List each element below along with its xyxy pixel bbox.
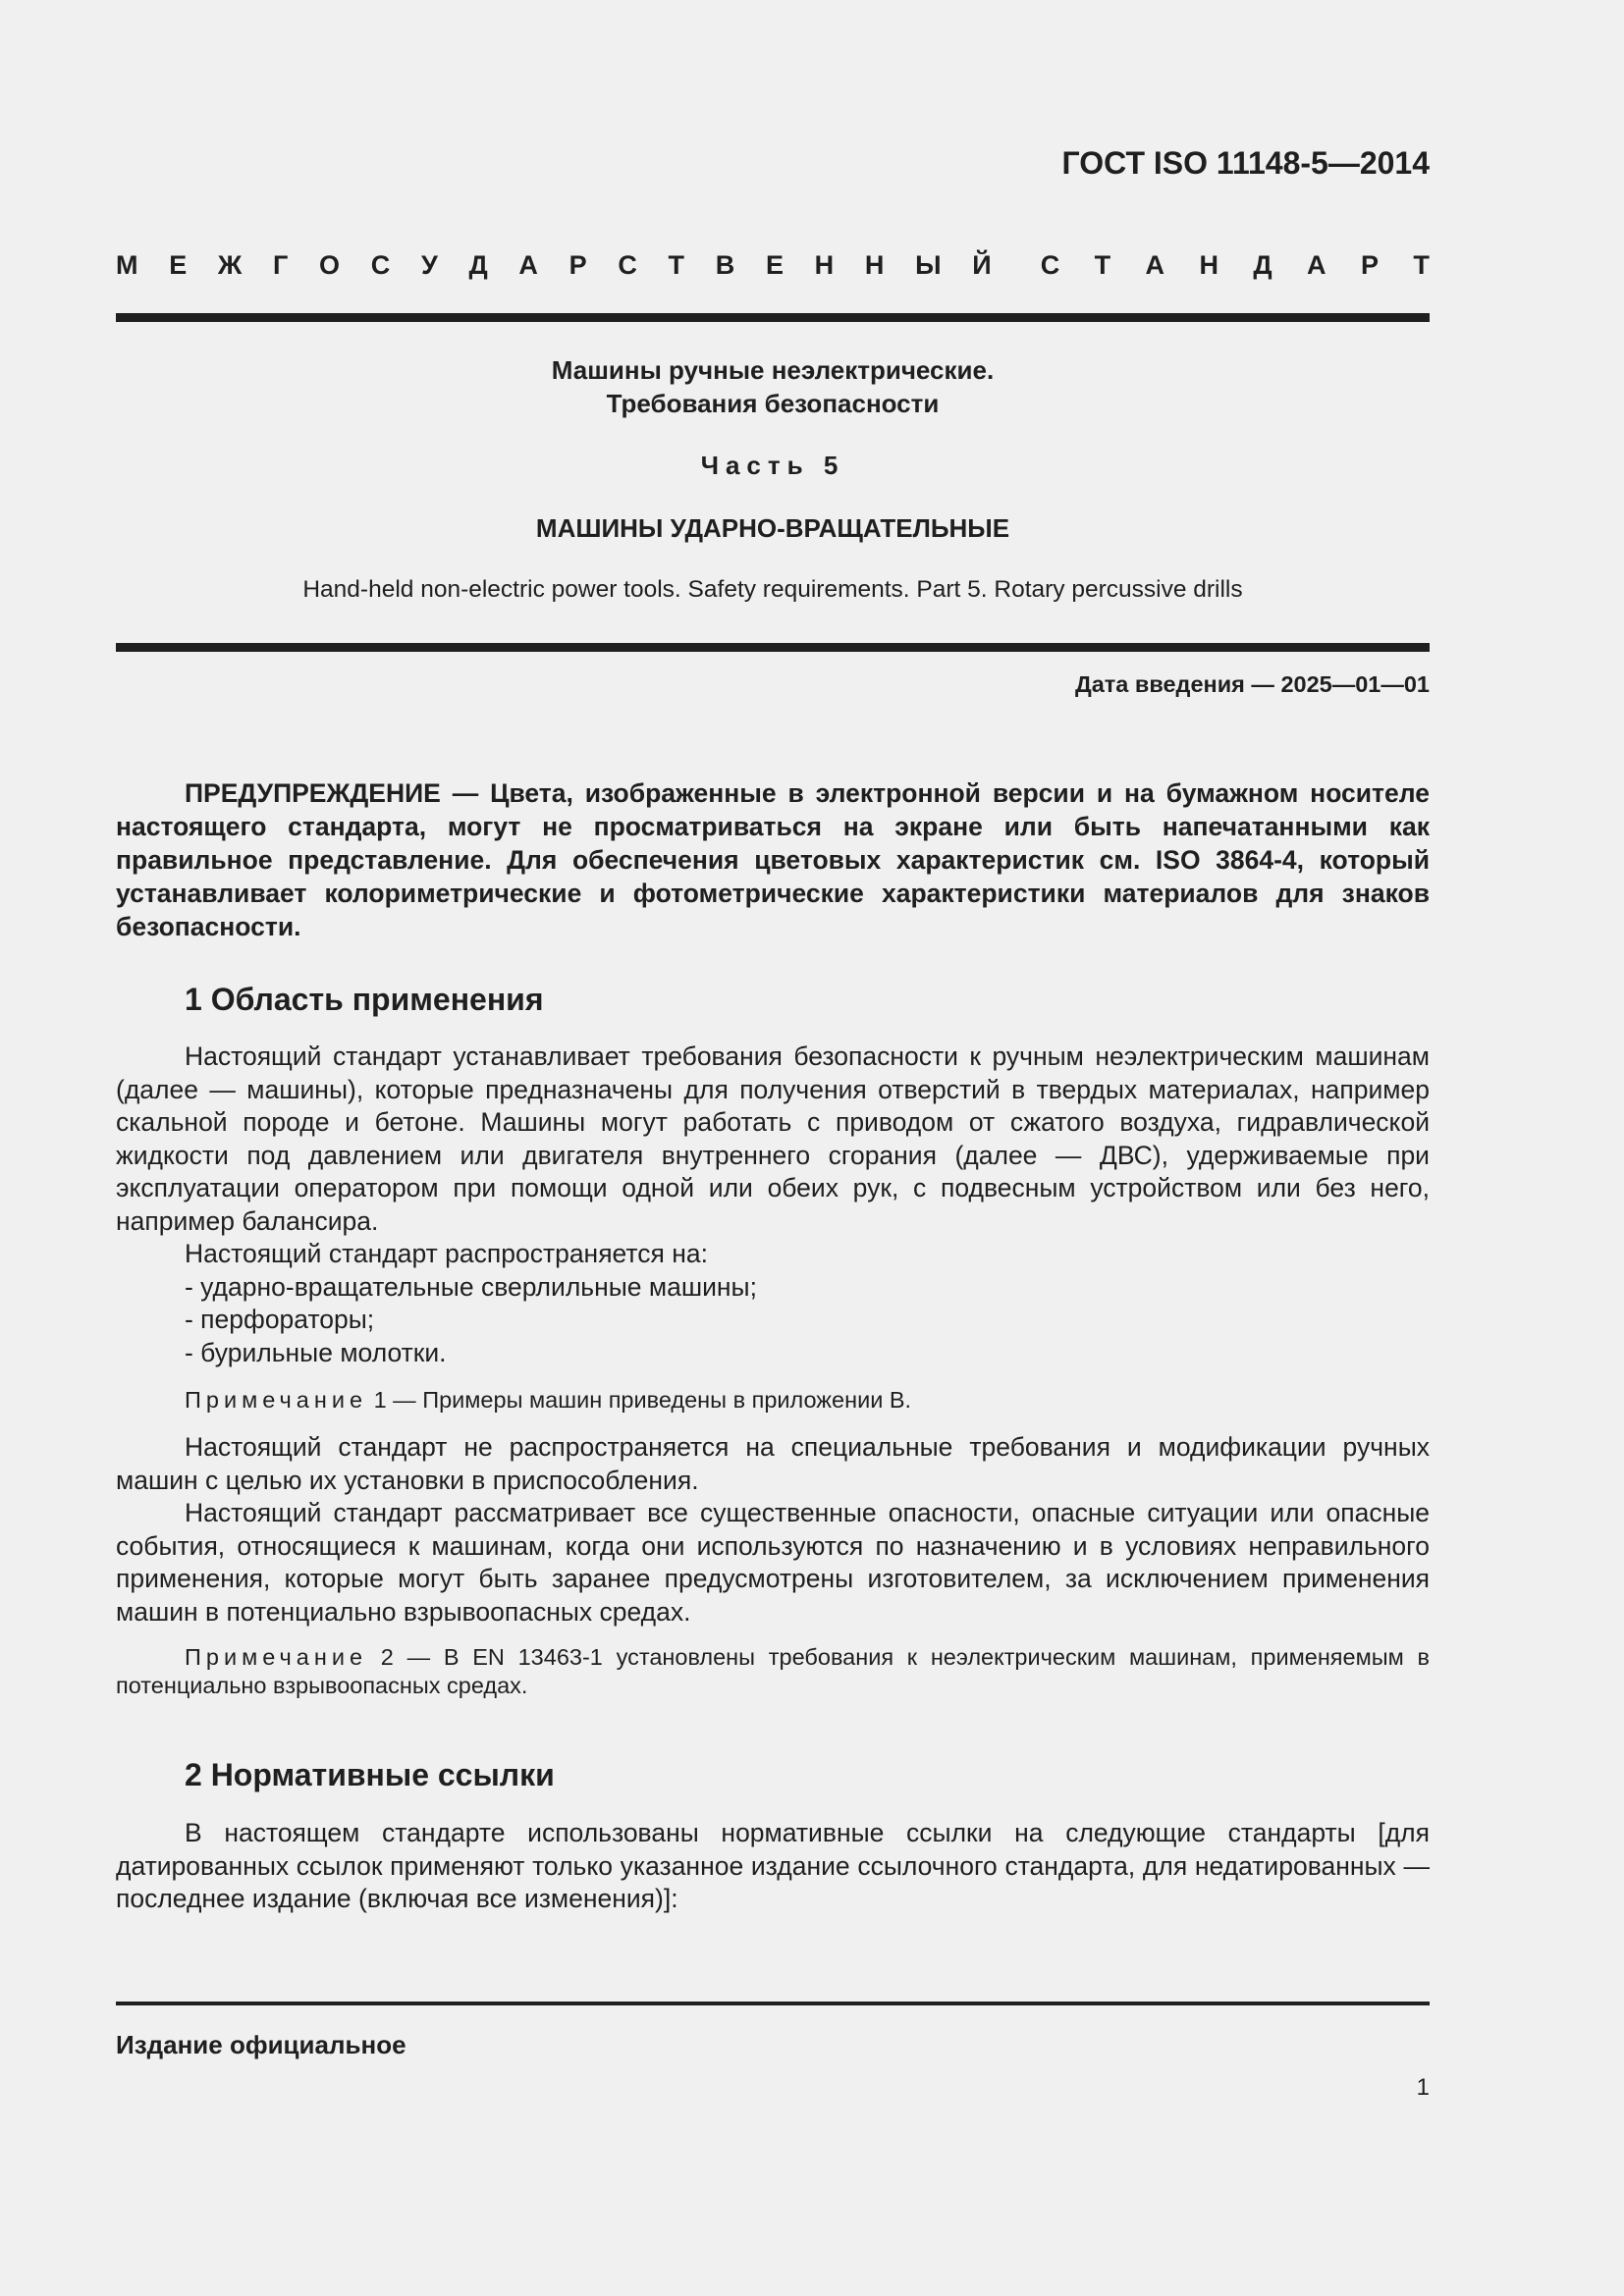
- note1: [116, 1386, 1430, 1415]
- official-edition: Издание официальное: [116, 2030, 406, 2059]
- letter: Т: [1413, 250, 1430, 280]
- kind-word-interstate: [116, 250, 992, 281]
- letter: С: [370, 250, 391, 280]
- note1-label: Примечание: [185, 1387, 368, 1413]
- note1-text: 1 — Примеры машин приведены в приложении В.: [373, 1387, 912, 1413]
- section1-paragraph: Настоящий стандарт распространяется на:: [185, 1239, 708, 1268]
- letter: Г: [273, 250, 289, 280]
- letter: Ы: [915, 250, 942, 280]
- page-number: 1: [1416, 2074, 1430, 2101]
- letter: У: [420, 250, 438, 280]
- section2-paragraph: В настоящем стандарте использованы нормативные ссылки на следующие стандарты [для датированных ссылок применяют только указанное издание ссылочного стандарта, для недатированных — последнее издание (включая все изменения)]:: [116, 1818, 1430, 1913]
- section1-body-2: [116, 1431, 1430, 1629]
- letter: Д: [1253, 250, 1272, 280]
- letter: Д: [468, 250, 488, 280]
- title-line1: Машины ручные неэлектрические.: [551, 355, 995, 385]
- standard-kind: [116, 250, 1430, 281]
- section2-body: [116, 1817, 1430, 1916]
- title-line2: Требования безопасности: [606, 389, 940, 418]
- part-label: Часть 5: [700, 451, 845, 480]
- section1-paragraph: Настоящий стандарт не распространяется на специальные требования и модификации ручных машин с целью их установки в приспособления.: [116, 1432, 1430, 1495]
- document-number: ГОСТ ISO 11148-5—2014: [1061, 145, 1430, 181]
- letter: В: [715, 250, 735, 280]
- document-page: [116, 0, 1430, 2296]
- letter: Н: [864, 250, 885, 280]
- english-title: Hand-held non-electric power tools. Safety requirements. Part 5. Rotary percussive drills: [302, 576, 1243, 603]
- letter: М: [116, 250, 138, 280]
- kind-word-standard: [1041, 250, 1430, 281]
- section1-paragraph: Настоящий стандарт рассматривает все существенные опасности, опасные ситуации или опасные события, относящиеся к машинам, когда они используются по назначению и в условиях неправильного применения, которые могут быть заранее предусмотрены изготовителем, за исключением применения машин в потенциально взрывоопасных средах.: [116, 1498, 1430, 1627]
- letter: Н: [814, 250, 835, 280]
- list-item: - ударно-вращательные сверлильные машины;: [185, 1271, 757, 1302]
- warning-paragraph: ПРЕДУПРЕЖДЕНИЕ — Цвета, изображенные в электронной версии и на бумажном носителе настоящего стандарта, могут не просматриваться на экране или быть напечатанными как правильное представление. Для обеспечения цветовых характеристик см. ISO 3864-4, который устанавливает колориметрические и фотометрические характеристики материалов для знаков безопасности.: [116, 778, 1430, 941]
- subtitle: МАШИНЫ УДАРНО-ВРАЩАТЕЛЬНЫЕ: [535, 513, 1010, 543]
- list-item: - перфораторы;: [185, 1305, 375, 1334]
- section1-body: [116, 1041, 1430, 1369]
- list-item: - бурильные молотки.: [185, 1337, 447, 1367]
- letter: Н: [1199, 250, 1218, 280]
- letter: О: [319, 250, 341, 280]
- letter: А: [1145, 250, 1165, 280]
- letter: А: [518, 250, 538, 280]
- letter: Р: [568, 250, 587, 280]
- section1-heading: 1 Область применения: [185, 982, 544, 1017]
- section2-heading: 2 Нормативные ссылки: [185, 1757, 555, 1792]
- letter: Т: [1094, 250, 1111, 280]
- rule-top: [116, 313, 1430, 322]
- rule-bottom: [116, 2002, 1430, 2005]
- letter: С: [1040, 250, 1060, 280]
- rule-middle: [116, 643, 1430, 652]
- letter: А: [1307, 250, 1326, 280]
- letter: Е: [765, 250, 784, 280]
- letter: Е: [169, 250, 188, 280]
- letter: Ж: [217, 250, 243, 280]
- introduction-date: Дата введения — 2025—01—01: [1074, 671, 1430, 697]
- letter: Й: [972, 250, 992, 280]
- note2-label: Примечание: [185, 1644, 368, 1670]
- letter: С: [618, 250, 637, 280]
- note2: [116, 1643, 1430, 1700]
- letter: Т: [668, 250, 685, 280]
- section1-paragraph: Настоящий стандарт устанавливает требования безопасности к ручным неэлектрическим машинам (далее — машины), которые предназначены для получения отверстий в твердых материалах, например скальной породе и бетоне. Машины могут работать с приводом от сжатого воздуха, гидравлической жидкости под давлением или двигателя внутреннего сгорания (далее — ДВС), удерживаемые при эксплуатации оператором при помощи одной или обеих рук, с подвесным устройством или без него, например балансира.: [116, 1041, 1430, 1236]
- note2-text: 2 — В EN 13463-1 установлены требования к неэлектрическим машинам, применяемым в потенциально взрывоопасных средах.: [116, 1644, 1431, 1698]
- letter: Р: [1360, 250, 1379, 280]
